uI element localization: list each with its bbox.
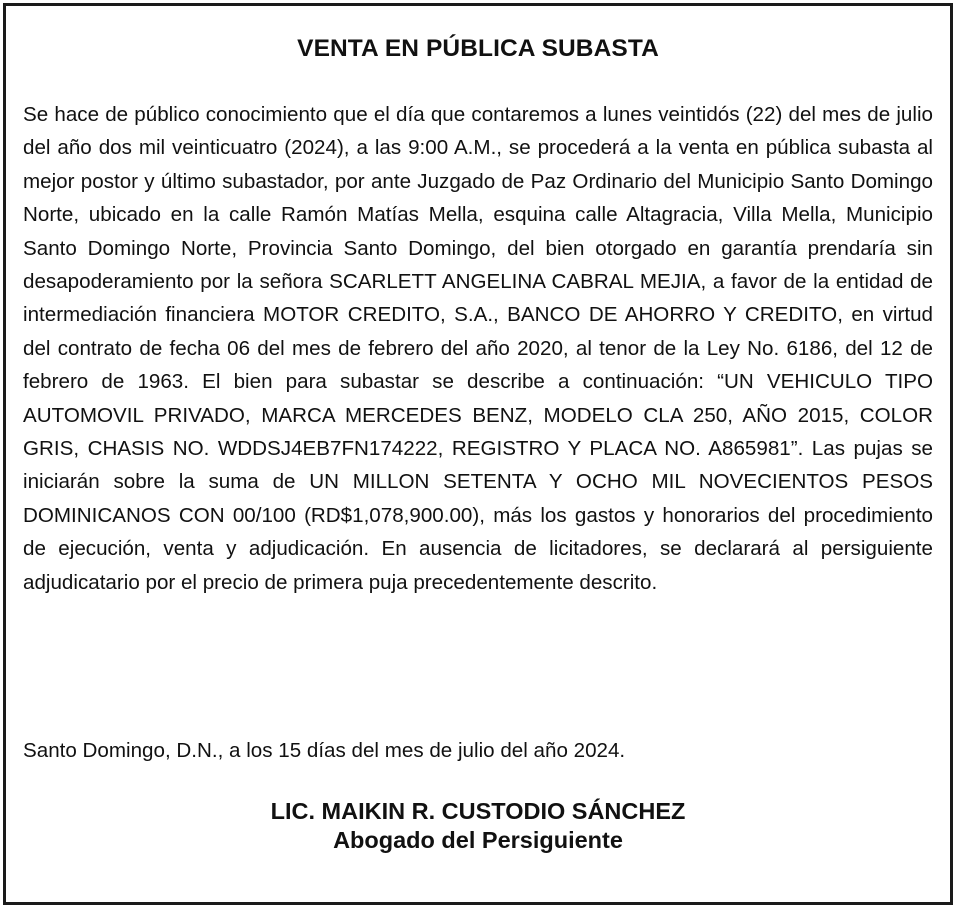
notice-frame <box>3 3 953 905</box>
notice-title: VENTA EN PÚBLICA SUBASTA <box>297 35 659 62</box>
signature-role: Abogado del Persiguiente <box>333 827 623 853</box>
signature-name: LIC. MAIKIN R. CUSTODIO SÁNCHEZ <box>270 798 686 824</box>
date-line: Santo Domingo, D.N., a los 15 días del mes de julio del año 2024. <box>23 739 626 762</box>
signature-block <box>6 796 950 854</box>
notice-body: Se hace de público conocimiento que el día que contaremos a lunes veintidós (22) del mes de julio del año dos mil veinticuatro (2024), a las 9:00 A.M., se procederá a la venta en pública subasta al mejor postor y último subastador, por ante Juzgado de Paz Ordinario del Municipio Santo Domingo Norte, ubicado en la calle Ramón Matías Mella, esquina calle Altagracia, Villa Mella, Municipio Santo Domingo Norte, Provincia Santo Domingo, del bien otorgado en garantía prendaría sin desapoderamiento por la señora SCARLETT ANGELINA CABRAL MEJIA, a favor de la entidad de intermediación financiera MOTOR CREDITO, S.A., BANCO DE AHORRO Y CREDITO, en virtud del contrato de fecha 06 del mes de febrero del año 2020, al tenor de la Ley No. 6186, del 12 de febrero de 1963. El bien para subastar se describe a continuación: “UN VEHICULO TIPO AUTOMOVIL PRIVADO, MARCA MERCEDES BENZ, MODELO CLA 250, AÑO 2015, COLOR GRIS, CHASIS NO. WDDSJ4EB7FN174222, REGISTRO Y PLACA NO. A865981”. Las pujas se iniciarán sobre la suma de UN MILLON SETENTA Y OCHO MIL NOVECIENTOS PESOS DOMINICANOS CON 00/100 (RD$1,078,900.00), más los gastos y honorarios del procedimiento de ejecución, venta y adjudicación. En ausencia de licitadores, se declarará al persiguiente adjudicatario por el precio de primera puja precedentemente descrito. <box>23 103 933 594</box>
